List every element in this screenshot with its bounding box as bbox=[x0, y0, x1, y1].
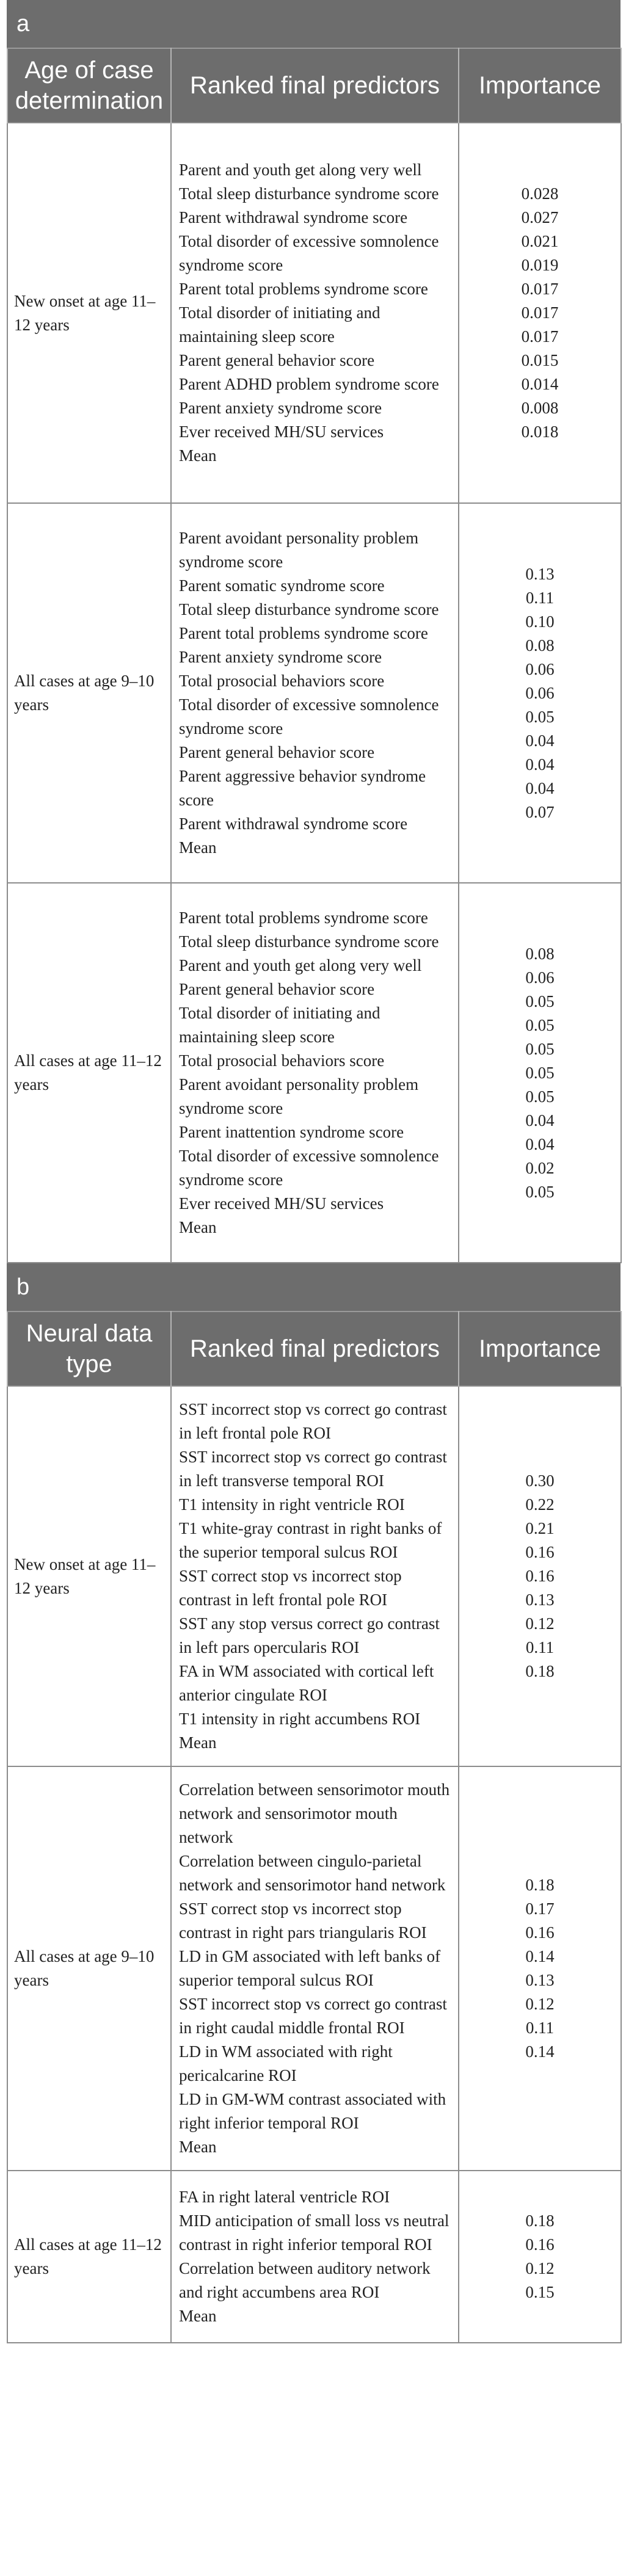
predictor-item: SST incorrect stop vs correct go contrast in left frontal pole ROI bbox=[179, 1400, 447, 1442]
importance-value: 0.05 bbox=[525, 1087, 555, 1106]
predictor-mean-label: Mean bbox=[179, 2307, 217, 2325]
predictor-item: Parent aggressive behavior syndrome score bbox=[179, 767, 426, 809]
importance-value: 0.014 bbox=[521, 375, 559, 393]
predictors-cell bbox=[171, 503, 459, 883]
importance-value: 0.16 bbox=[525, 1923, 555, 1942]
predictor-item: LD in GM-WM contrast associated with right inferior temporal ROI bbox=[179, 2090, 446, 2132]
predictors-cell bbox=[171, 883, 459, 1263]
table-b-header-row bbox=[7, 1312, 621, 1386]
table-row bbox=[7, 1386, 621, 1766]
predictor-item: Parent withdrawal syndrome score bbox=[179, 208, 408, 227]
importance-value: 0.04 bbox=[525, 755, 555, 774]
predictor-item: Parent general behavior score bbox=[179, 351, 375, 369]
importance-value: 0.028 bbox=[521, 184, 559, 203]
column-header-predictors: Ranked final predictors bbox=[171, 1312, 459, 1386]
predictor-item: SST any stop versus correct go contrast in left pars opercularis ROI bbox=[179, 1614, 440, 1656]
column-header-importance: Importance bbox=[459, 48, 621, 123]
importance-value: 0.017 bbox=[521, 280, 559, 298]
importance-mean-value: 0.05 bbox=[525, 1182, 555, 1201]
predictors-cell bbox=[171, 1766, 459, 2171]
case-cell: All cases at age 11–12 years bbox=[7, 883, 171, 1263]
predictor-item: Total disorder of excessive somnolence syndrome score bbox=[179, 1147, 439, 1189]
importance-mean-value: 0.15 bbox=[525, 2283, 555, 2301]
predictor-item: Total disorder of excessive somnolence syndrome score bbox=[179, 232, 439, 274]
predictor-item: Parent avoidant personality problem syndrome score bbox=[179, 529, 419, 571]
column-header-importance: Importance bbox=[459, 1312, 621, 1386]
table-row bbox=[7, 883, 621, 1263]
importance-value: 0.05 bbox=[525, 707, 555, 726]
importance-value: 0.017 bbox=[521, 303, 559, 322]
predictors-cell bbox=[171, 2171, 459, 2343]
case-cell: All cases at age 9–10 years bbox=[7, 1766, 171, 2171]
importance-value: 0.05 bbox=[525, 1063, 555, 1082]
importance-value: 0.14 bbox=[525, 1947, 555, 1965]
importance-cell bbox=[459, 503, 621, 883]
importance-cell bbox=[459, 883, 621, 1263]
importance-cell bbox=[459, 1386, 621, 1766]
predictor-mean-label: Mean bbox=[179, 2138, 217, 2156]
predictor-item: Correlation between auditory network and right accumbens area ROI bbox=[179, 2259, 431, 2301]
importance-value: 0.17 bbox=[525, 1899, 555, 1918]
table-b bbox=[7, 1311, 622, 2343]
importance-value: 0.04 bbox=[525, 778, 555, 797]
importance-mean-value: 0.18 bbox=[525, 1662, 555, 1680]
importance-value: 0.22 bbox=[525, 1495, 555, 1514]
predictor-item: Total prosocial behaviors score bbox=[179, 672, 385, 690]
importance-value: 0.11 bbox=[525, 1638, 555, 1656]
case-cell: New onset at age 11–12 years bbox=[7, 123, 171, 503]
predictors-cell bbox=[171, 1386, 459, 1766]
predictor-item: Parent somatic syndrome score bbox=[179, 576, 385, 595]
importance-value: 0.18 bbox=[525, 1876, 555, 1894]
importance-value: 0.08 bbox=[525, 636, 555, 655]
importance-value: 0.11 bbox=[525, 588, 555, 607]
predictor-item: MID anticipation of small loss vs neutral contrast in right inferior temporal ROI bbox=[179, 2211, 449, 2254]
importance-value: 0.13 bbox=[525, 1591, 555, 1609]
predictor-mean-label: Mean bbox=[179, 1218, 217, 1236]
importance-value: 0.12 bbox=[525, 2259, 555, 2277]
predictor-item: T1 intensity in right accumbens ROI bbox=[179, 1710, 421, 1728]
table-a-header-row bbox=[7, 48, 621, 123]
importance-value: 0.12 bbox=[525, 1614, 555, 1633]
predictor-mean-label: Mean bbox=[179, 446, 217, 465]
table-a bbox=[7, 48, 622, 1263]
importance-value: 0.04 bbox=[525, 1111, 555, 1130]
importance-value: 0.11 bbox=[525, 2019, 555, 2037]
importance-value: 0.008 bbox=[521, 399, 559, 417]
importance-mean-value: 0.018 bbox=[521, 423, 559, 441]
importance-value: 0.06 bbox=[525, 683, 555, 702]
importance-value: 0.18 bbox=[525, 2211, 555, 2230]
predictor-item: FA in right lateral ventricle ROI bbox=[179, 2188, 390, 2206]
importance-value: 0.05 bbox=[525, 1039, 555, 1058]
predictor-item: T1 white-gray contrast in right banks of the superior temporal sulcus ROI bbox=[179, 1519, 442, 1561]
predictor-item: SST incorrect stop vs correct go contrast in left transverse temporal ROI bbox=[179, 1448, 447, 1490]
column-header-neural-type: Neural data type bbox=[7, 1312, 171, 1386]
importance-value: 0.04 bbox=[525, 731, 555, 750]
predictor-item: SST incorrect stop vs correct go contrast in right caudal middle frontal ROI bbox=[179, 1995, 447, 2037]
predictor-item: Parent anxiety syndrome score bbox=[179, 648, 382, 666]
predictor-item: Correlation between sensorimotor mouth network and sensorimotor mouth network bbox=[179, 1780, 450, 1846]
predictors-table-document bbox=[7, 0, 621, 2343]
predictor-item: Parent inattention syndrome score bbox=[179, 1123, 404, 1141]
predictor-item: SST correct stop vs incorrect stop contrast in right pars triangularis ROI bbox=[179, 1899, 427, 1942]
predictor-item: LD in WM associated with right pericalcarine ROI bbox=[179, 2042, 393, 2084]
predictor-mean-label: Mean bbox=[179, 838, 217, 857]
importance-value: 0.019 bbox=[521, 256, 559, 274]
predictor-item: Ever received MH/SU services bbox=[179, 1194, 384, 1213]
predictor-item: Total sleep disturbance syndrome score bbox=[179, 932, 439, 951]
predictor-item: SST correct stop vs incorrect stop contrast in left frontal pole ROI bbox=[179, 1567, 402, 1609]
column-header-case: Age of case determination bbox=[7, 48, 171, 123]
importance-value: 0.10 bbox=[525, 612, 555, 631]
predictor-item: Parent withdrawal syndrome score bbox=[179, 815, 408, 833]
importance-cell bbox=[459, 1766, 621, 2171]
importance-value: 0.30 bbox=[525, 1471, 555, 1490]
importance-value: 0.16 bbox=[525, 1567, 555, 1585]
predictor-item: Total prosocial behaviors score bbox=[179, 1051, 385, 1070]
importance-value: 0.21 bbox=[525, 1519, 555, 1537]
importance-value: 0.04 bbox=[525, 1134, 555, 1153]
importance-value: 0.027 bbox=[521, 208, 559, 227]
predictor-item: Parent avoidant personality problem syndrome score bbox=[179, 1075, 419, 1117]
predictor-item: Parent total problems syndrome score bbox=[179, 909, 428, 927]
predictor-mean-label: Mean bbox=[179, 1733, 217, 1752]
importance-value: 0.05 bbox=[525, 992, 555, 1010]
importance-value: 0.02 bbox=[525, 1158, 555, 1177]
importance-mean-value: 0.14 bbox=[525, 2042, 555, 2061]
predictor-item: Correlation between cingulo-parietal network and sensorimotor hand network bbox=[179, 1852, 446, 1894]
importance-value: 0.017 bbox=[521, 327, 559, 346]
importance-value: 0.16 bbox=[525, 2235, 555, 2254]
table-row bbox=[7, 1766, 621, 2171]
importance-value: 0.12 bbox=[525, 1995, 555, 2013]
importance-value: 0.13 bbox=[525, 1971, 555, 1989]
table-row bbox=[7, 503, 621, 883]
table-row bbox=[7, 2171, 621, 2343]
importance-value: 0.06 bbox=[525, 968, 555, 987]
case-cell: New onset at age 11–12 years bbox=[7, 1386, 171, 1766]
predictor-item: LD in GM associated with left banks of superior temporal sulcus ROI bbox=[179, 1947, 441, 1989]
predictor-item: Total sleep disturbance syndrome score bbox=[179, 184, 439, 203]
section-label-a: a bbox=[7, 0, 621, 48]
predictor-item: Parent and youth get along very well bbox=[179, 956, 422, 974]
importance-value: 0.015 bbox=[521, 351, 559, 369]
importance-mean-value: 0.07 bbox=[525, 802, 555, 821]
predictor-item: Total sleep disturbance syndrome score bbox=[179, 600, 439, 619]
table-row bbox=[7, 123, 621, 503]
importance-cell bbox=[459, 123, 621, 503]
predictor-item: Parent total problems syndrome score bbox=[179, 624, 428, 642]
predictor-item: FA in WM associated with cortical left anterior cingulate ROI bbox=[179, 1662, 434, 1704]
importance-value: 0.021 bbox=[521, 232, 559, 250]
predictor-item: Parent total problems syndrome score bbox=[179, 280, 428, 298]
predictor-item: Total disorder of initiating and maintaining sleep score bbox=[179, 303, 380, 346]
predictor-item: Parent general behavior score bbox=[179, 743, 375, 761]
predictor-item: Parent ADHD problem syndrome score bbox=[179, 375, 439, 393]
section-label-b: b bbox=[7, 1263, 621, 1311]
predictor-item: Total disorder of excessive somnolence syndrome score bbox=[179, 695, 439, 738]
case-cell: All cases at age 11–12 years bbox=[7, 2171, 171, 2343]
predictor-item: Ever received MH/SU services bbox=[179, 423, 384, 441]
predictor-item: Parent general behavior score bbox=[179, 980, 375, 998]
predictor-item: Total disorder of initiating and maintaining sleep score bbox=[179, 1004, 380, 1046]
predictor-item: T1 intensity in right ventricle ROI bbox=[179, 1495, 405, 1514]
case-cell: All cases at age 9–10 years bbox=[7, 503, 171, 883]
importance-value: 0.06 bbox=[525, 659, 555, 678]
predictor-item: Parent anxiety syndrome score bbox=[179, 399, 382, 417]
predictors-cell bbox=[171, 123, 459, 503]
importance-value: 0.13 bbox=[525, 564, 555, 583]
predictor-item: Parent and youth get along very well bbox=[179, 161, 422, 179]
importance-cell bbox=[459, 2171, 621, 2343]
importance-value: 0.16 bbox=[525, 1543, 555, 1561]
column-header-predictors: Ranked final predictors bbox=[171, 48, 459, 123]
importance-value: 0.05 bbox=[525, 1015, 555, 1034]
importance-value: 0.08 bbox=[525, 944, 555, 963]
